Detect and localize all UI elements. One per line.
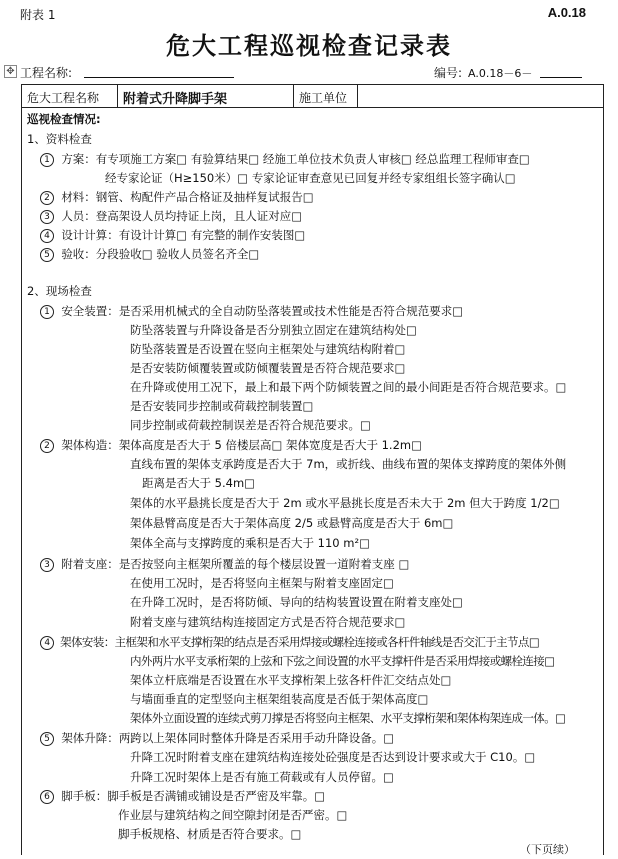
item-text: 架体高度是否大于 5 倍楼层高□ 架体宽度是否大于 1.2m□ [118,438,422,452]
inspection-table [21,84,604,855]
list-item [40,151,530,167]
list-item-continued: 升降工况时架体上是否有施工荷载或有人员停留。□ [130,770,394,784]
inspection-title: 巡视检查情况: [27,112,101,126]
list-item-continued: 经专家论证（H≥150米）□ 专家论证审查意见已回复并经专家组组长签字确认□ [105,171,516,185]
item-number: 2 [40,439,54,453]
item-label: 架体升降： [61,731,119,745]
list-item-continued: 直线布置的架体支承跨度是否大于 7m，或折线、曲线布置的架体支撑跨度的架体外侧 [130,457,567,471]
number-value: A.0.18－6－ [468,67,533,80]
list-item-continued: 防坠落装置是否设置在竖向主框架处与建筑结构附着□ [130,342,406,356]
list-item-continued: 作业层与建筑结构之间空隙封闭是否严密。□ [118,808,348,822]
list-item-continued: 防坠落装置与升降设备是否分别独立固定在建筑结构处□ [130,323,417,337]
list-item [40,730,394,746]
list-item-continued: 架体全高与支撑跨度的乘积是否大于 110 m²□ [130,536,370,550]
item-number: 3 [40,210,54,224]
list-item-continued: 内外两片水平支承桁架的上弦和下弦之间设置的水平支撑杆件是否采用焊接或螺栓连接□ [130,654,555,668]
item-number: 6 [40,790,54,804]
item-number: 1 [40,305,54,319]
item-text: 脚手板是否满铺或铺设是否严密及牢靠。□ [107,789,326,803]
list-item [40,437,422,453]
item-label: 架体安装： [60,635,115,649]
list-item [40,189,314,205]
project-type-label: 危大工程名称 [22,85,118,108]
item-text: 主框架和水平支撑桁架的结点是否采用焊接或螺栓连接或各杆件轴线是否交汇于主节点□ [114,635,540,649]
list-item-continued: 脚手板规格、材质是否符合要求。□ [118,827,302,841]
list-item-continued: 在升降工况时，是否将防倾、导向的结构装置设置在附着支座处□ [130,595,463,609]
section-2-title: 2、现场检查 [27,284,92,298]
list-item-continued: 架体的水平悬挑长度是否大于 2m 或水平悬挑长度是否未大于 2m 但大于跨度 1/2□ [130,496,560,510]
project-name-field[interactable] [84,77,234,78]
item-number: 4 [40,636,54,650]
list-item-continued: 架体外立面设置的连续式剪刀撑是否将竖向主框架、水平支撑桁架和架体构架连成一体。□ [130,711,566,725]
item-text: 验收：分段验收□ 验收人员签名齐全□ [61,247,260,261]
item-number: 5 [40,248,54,262]
item-text: 两跨以上架体同时整体升降是否采用手动升降设备。□ [118,731,395,745]
item-text: 人员：登高架设人员均持证上岗，且人证对应□ [61,209,303,223]
item-text: 是否按竖向主框架所覆盖的每个楼层设置一道附着支座 □ [118,557,410,571]
number-field[interactable] [540,77,582,78]
list-item [40,208,302,224]
list-item-continued: 是否安装同步控制或荷载控制装置□ [130,399,314,413]
item-number: 4 [40,229,54,243]
item-label: 架体构造： [61,438,119,452]
construction-unit-field[interactable] [358,85,603,108]
list-item [40,227,305,243]
item-text: 设计计算：有设计计算□ 有完整的制作安装图□ [61,228,306,242]
list-item-continued: 架体立杆底端是否设置在水平支撑桁架上弦各杆件汇交结点处□ [130,673,452,687]
item-label: 脚手板： [61,789,108,803]
item-number: 5 [40,732,54,746]
item-label: 附着支座： [61,557,119,571]
construction-unit-label: 施工单位 [294,85,358,108]
item-text: 方案：有专项施工方案□ 有验算结果□ 经施工单位技术负责人审核□ 经总监理工程师审查□ [61,152,530,166]
list-item [40,634,539,650]
item-number: 1 [40,153,54,167]
item-number: 3 [40,558,54,572]
list-item [40,303,463,319]
list-item-continued: 升降工况时附着支座在建筑结构连接处砼强度是否达到设计要求或大于 C10。□ [130,750,536,764]
item-text: 材料：钢管、构配件产品合格证及抽样复试报告□ [61,190,314,204]
list-item-continued: 在使用工况时，是否将竖向主框架与附着支座固定□ [130,576,394,590]
continued-note: （下页续） [520,843,575,856]
list-item [40,556,409,572]
project-name-label: 工程名称: [20,66,73,80]
item-text: 是否采用机械式的全自动防坠落装置或技术性能是否符合规范要求□ [118,304,464,318]
list-item [40,788,325,804]
section-1-title: 1、资料检查 [27,132,92,146]
page-title: 危大工程巡视检查记录表 [166,32,452,60]
list-item-continued: 附着支座与建筑结构连接固定方式是否符合规范要求□ [130,615,406,629]
appendix-label: 附表 1 [20,8,56,22]
form-code: A.0.18 [547,5,586,20]
item-label: 安全装置： [61,304,119,318]
list-item-continued: 在升降或使用工况下，最上和最下两个防倾装置之间的最小间距是否符合规范要求。□ [130,380,567,394]
number-label: 编号: [434,66,463,80]
list-item-continued: 同步控制或荷载控制误差是否符合规范要求。□ [130,418,371,432]
list-item-continued: 是否安装防倾覆装置或防倾覆装置是否符合规范要求□ [130,361,406,375]
move-icon[interactable]: ✥ [4,65,17,78]
list-item-continued: 距离是否大于 5.4m□ [142,476,256,490]
project-type-value: 附着式升降脚手架 [118,85,294,108]
list-item-continued: 架体悬臂高度是否大于架体高度 2/5 或悬臂高度是否大于 6m□ [130,516,454,530]
list-item [40,246,259,262]
list-item-continued: 与墙面垂直的定型竖向主框架组装高度是否低于架体高度□ [130,692,429,706]
item-number: 2 [40,191,54,205]
